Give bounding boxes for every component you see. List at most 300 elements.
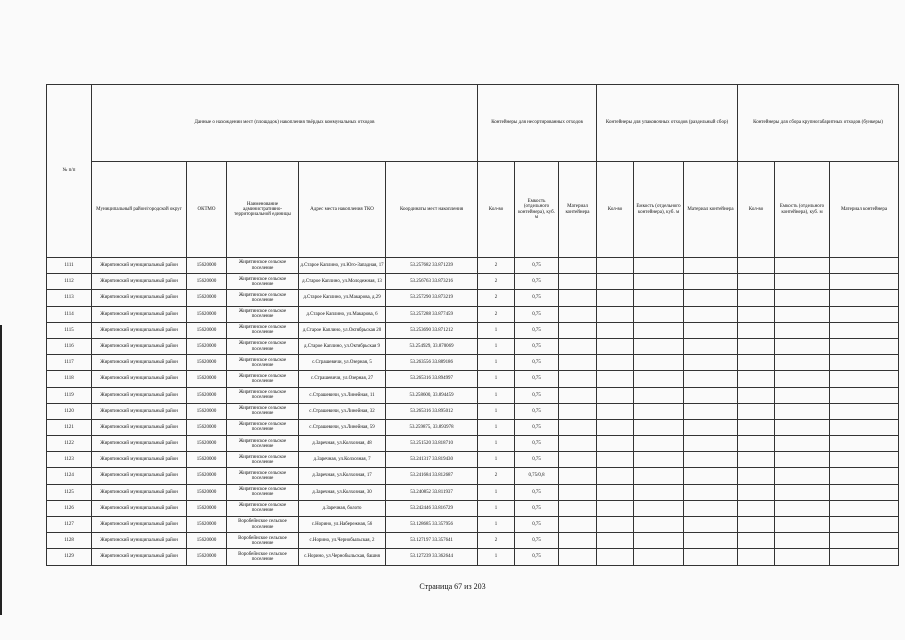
row-district: Жирятинский муниципальный район bbox=[92, 306, 187, 322]
header-volume-1: Емкость (отдельного контейнера), куб. м bbox=[515, 162, 559, 258]
row-bulky-volume bbox=[775, 338, 830, 354]
row-oktmo: 15620000 bbox=[187, 533, 227, 549]
row-number: 1126 bbox=[47, 500, 92, 516]
row-number: 1116 bbox=[47, 338, 92, 354]
row-separate-volume bbox=[634, 306, 684, 322]
row-number: 1127 bbox=[47, 517, 92, 533]
row-address: с.Норино, ул.Набережная, 56 bbox=[299, 517, 386, 533]
row-bulky-volume bbox=[775, 436, 830, 452]
row-separate-material bbox=[684, 500, 738, 516]
row-separate-count bbox=[597, 403, 634, 419]
header-group-bulky: Контейнеры для сбора крупногабаритных отходов (бункеры) bbox=[738, 85, 899, 162]
row-separate-volume bbox=[634, 322, 684, 338]
header-district: Муниципальный район/городской округ bbox=[92, 162, 187, 258]
row-bulky-count bbox=[738, 517, 775, 533]
row-separate-count bbox=[597, 533, 634, 549]
row-bulky-material bbox=[830, 419, 899, 435]
row-separate-volume bbox=[634, 484, 684, 500]
row-bulky-count bbox=[738, 306, 775, 322]
header-group-unsorted: Контейнеры для несортированных отходов bbox=[478, 85, 597, 162]
row-volume: 0,75 bbox=[515, 419, 559, 435]
row-material bbox=[559, 549, 597, 565]
row-number: 1123 bbox=[47, 452, 92, 468]
row-material bbox=[559, 371, 597, 387]
row-bulky-material bbox=[830, 517, 899, 533]
row-separate-volume bbox=[634, 419, 684, 435]
row-material bbox=[559, 500, 597, 516]
row-oktmo: 15620000 bbox=[187, 338, 227, 354]
row-volume: 0,75 bbox=[515, 533, 559, 549]
table-row bbox=[47, 419, 899, 435]
row-bulky-volume bbox=[775, 355, 830, 371]
row-oktmo: 15620000 bbox=[187, 549, 227, 565]
row-volume: 0,75/0,8 bbox=[515, 468, 559, 484]
row-count: 1 bbox=[478, 500, 515, 516]
row-coords: 53.241317 33.819430 bbox=[386, 452, 478, 468]
row-unit: Жирятинское сельское поселение bbox=[227, 500, 299, 516]
row-bulky-volume bbox=[775, 306, 830, 322]
row-bulky-volume bbox=[775, 452, 830, 468]
row-count: 2 bbox=[478, 306, 515, 322]
row-unit: Жирятинское сельское поселение bbox=[227, 258, 299, 274]
row-bulky-volume bbox=[775, 484, 830, 500]
row-bulky-material bbox=[830, 355, 899, 371]
row-coords: 53.127197 33.357641 bbox=[386, 533, 478, 549]
row-district: Жирятинский муниципальный район bbox=[92, 371, 187, 387]
row-address: с.Страшевичи, ул.Линейная, 59 bbox=[299, 419, 386, 435]
row-unit: Воробейнское сельское поселение bbox=[227, 517, 299, 533]
row-bulky-material bbox=[830, 290, 899, 306]
row-material bbox=[559, 306, 597, 322]
row-bulky-volume bbox=[775, 500, 830, 516]
row-bulky-count bbox=[738, 355, 775, 371]
row-bulky-count bbox=[738, 403, 775, 419]
row-separate-material bbox=[684, 549, 738, 565]
row-bulky-volume bbox=[775, 322, 830, 338]
row-oktmo: 15620000 bbox=[187, 436, 227, 452]
row-unit: Жирятинское сельское поселение bbox=[227, 355, 299, 371]
row-material bbox=[559, 533, 597, 549]
row-coords: 53.256763 33.873216 bbox=[386, 274, 478, 290]
row-address: д.Старое Каплино, ул.Молодежная, 13 bbox=[299, 274, 386, 290]
row-oktmo: 15620000 bbox=[187, 403, 227, 419]
row-district: Жирятинский муниципальный район bbox=[92, 274, 187, 290]
row-address: д.Заречная, болото bbox=[299, 500, 386, 516]
row-bulky-material bbox=[830, 549, 899, 565]
row-address: д.Заречная, ул.Колхозная, 17 bbox=[299, 468, 386, 484]
header-oktmo: ОКТМО bbox=[187, 162, 227, 258]
row-district: Жирятинский муниципальный район bbox=[92, 419, 187, 435]
row-coords: 53.265316 33.895012 bbox=[386, 403, 478, 419]
row-bulky-count bbox=[738, 274, 775, 290]
row-address: с.Страшевичи, ул.Линейная, 11 bbox=[299, 387, 386, 403]
row-unit: Жирятинское сельское поселение bbox=[227, 452, 299, 468]
row-unit: Жирятинское сельское поселение bbox=[227, 322, 299, 338]
row-volume: 0,75 bbox=[515, 436, 559, 452]
row-material bbox=[559, 452, 597, 468]
row-coords: 53.240852 33.811937 bbox=[386, 484, 478, 500]
row-coords: 53.257290 33.873219 bbox=[386, 290, 478, 306]
row-volume: 0,75 bbox=[515, 387, 559, 403]
table-row bbox=[47, 258, 899, 274]
header-material-1: Материал контейнера bbox=[559, 162, 597, 258]
table-row bbox=[47, 484, 899, 500]
row-unit: Воробейнское сельское поселение bbox=[227, 549, 299, 565]
row-address: с.Страшевичи, ул.Озерная, 5 bbox=[299, 355, 386, 371]
row-oktmo: 15620000 bbox=[187, 517, 227, 533]
row-separate-count bbox=[597, 338, 634, 354]
row-volume: 0,75 bbox=[515, 484, 559, 500]
row-oktmo: 15620000 bbox=[187, 371, 227, 387]
row-material bbox=[559, 355, 597, 371]
row-material bbox=[559, 517, 597, 533]
row-separate-material bbox=[684, 403, 738, 419]
row-district: Жирятинский муниципальный район bbox=[92, 387, 187, 403]
row-count: 1 bbox=[478, 338, 515, 354]
row-coords: 53.128685 33.357956 bbox=[386, 517, 478, 533]
row-separate-count bbox=[597, 549, 634, 565]
row-district: Жирятинский муниципальный район bbox=[92, 500, 187, 516]
row-address: д.Старое Каплино, ул.Макарова, д.29 bbox=[299, 290, 386, 306]
table-row bbox=[47, 517, 899, 533]
row-separate-volume bbox=[634, 258, 684, 274]
row-volume: 0,75 bbox=[515, 258, 559, 274]
row-separate-material bbox=[684, 290, 738, 306]
row-address: с.Норино, ул.Чернобыльская, башня bbox=[299, 549, 386, 565]
row-coords: 53.242446 33.816729 bbox=[386, 500, 478, 516]
row-address: д.Заречная, ул.Колхозная, 30 bbox=[299, 484, 386, 500]
row-bulky-count bbox=[738, 533, 775, 549]
row-bulky-material bbox=[830, 436, 899, 452]
row-count: 1 bbox=[478, 403, 515, 419]
row-volume: 0,75 bbox=[515, 274, 559, 290]
row-separate-volume bbox=[634, 468, 684, 484]
header-num: № п/п bbox=[47, 85, 92, 258]
row-bulky-material bbox=[830, 468, 899, 484]
row-separate-volume bbox=[634, 355, 684, 371]
row-unit: Жирятинское сельское поселение bbox=[227, 484, 299, 500]
row-oktmo: 15620000 bbox=[187, 355, 227, 371]
row-district: Жирятинский муниципальный район bbox=[92, 549, 187, 565]
row-separate-material bbox=[684, 517, 738, 533]
row-separate-volume bbox=[634, 290, 684, 306]
row-bulky-count bbox=[738, 387, 775, 403]
row-separate-count bbox=[597, 306, 634, 322]
row-address: д.Заречная, ул.Колхозная, 7 bbox=[299, 452, 386, 468]
row-separate-material bbox=[684, 322, 738, 338]
row-bulky-material bbox=[830, 338, 899, 354]
row-bulky-count bbox=[738, 258, 775, 274]
row-separate-material bbox=[684, 306, 738, 322]
row-separate-material bbox=[684, 533, 738, 549]
row-unit: Жирятинское сельское поселение bbox=[227, 468, 299, 484]
row-count: 1 bbox=[478, 419, 515, 435]
row-bulky-volume bbox=[775, 533, 830, 549]
row-coords: 53.263556 33.889186 bbox=[386, 355, 478, 371]
row-number: 1115 bbox=[47, 322, 92, 338]
row-oktmo: 15620000 bbox=[187, 419, 227, 435]
row-bulky-count bbox=[738, 549, 775, 565]
row-number: 1111 bbox=[47, 258, 92, 274]
row-district: Жирятинский муниципальный район bbox=[92, 355, 187, 371]
row-separate-volume bbox=[634, 452, 684, 468]
row-number: 1125 bbox=[47, 484, 92, 500]
row-separate-count bbox=[597, 274, 634, 290]
table-row bbox=[47, 500, 899, 516]
row-separate-material bbox=[684, 484, 738, 500]
row-bulky-material bbox=[830, 403, 899, 419]
row-separate-material bbox=[684, 258, 738, 274]
row-volume: 0,75 bbox=[515, 355, 559, 371]
table-row bbox=[47, 355, 899, 371]
header-count-2: Кол-во bbox=[597, 162, 634, 258]
table-row bbox=[47, 533, 899, 549]
row-coords: 53.254929, 33.870069 bbox=[386, 338, 478, 354]
row-separate-count bbox=[597, 436, 634, 452]
row-bulky-material bbox=[830, 306, 899, 322]
row-bulky-count bbox=[738, 436, 775, 452]
row-number: 1120 bbox=[47, 403, 92, 419]
row-oktmo: 15620000 bbox=[187, 468, 227, 484]
row-separate-volume bbox=[634, 403, 684, 419]
header-coords: Координаты мест накопления bbox=[386, 162, 478, 258]
row-unit: Жирятинское сельское поселение bbox=[227, 387, 299, 403]
row-volume: 0,75 bbox=[515, 452, 559, 468]
row-volume: 0,75 bbox=[515, 500, 559, 516]
row-bulky-count bbox=[738, 371, 775, 387]
row-separate-volume bbox=[634, 436, 684, 452]
row-unit: Жирятинское сельское поселение bbox=[227, 290, 299, 306]
row-count: 1 bbox=[478, 322, 515, 338]
row-separate-volume bbox=[634, 533, 684, 549]
row-district: Жирятинский муниципальный район bbox=[92, 403, 187, 419]
row-unit: Жирятинское сельское поселение bbox=[227, 403, 299, 419]
header-volume-3: Емкость (отдельного контейнера), куб. м bbox=[775, 162, 830, 258]
row-district: Жирятинский муниципальный район bbox=[92, 452, 187, 468]
row-oktmo: 15620000 bbox=[187, 290, 227, 306]
row-volume: 0,75 bbox=[515, 549, 559, 565]
row-oktmo: 15620000 bbox=[187, 322, 227, 338]
row-district: Жирятинский муниципальный район bbox=[92, 468, 187, 484]
row-material bbox=[559, 322, 597, 338]
header-address: Адрес места накопления ТКО bbox=[299, 162, 386, 258]
row-separate-count bbox=[597, 517, 634, 533]
row-material bbox=[559, 258, 597, 274]
row-unit: Жирятинское сельское поселение bbox=[227, 419, 299, 435]
header-material-3: Материал контейнера bbox=[830, 162, 899, 258]
header-count-1: Кол-во bbox=[478, 162, 515, 258]
row-coords: 53.241684 33.812687 bbox=[386, 468, 478, 484]
row-bulky-material bbox=[830, 274, 899, 290]
row-count: 2 bbox=[478, 290, 515, 306]
row-bulky-count bbox=[738, 338, 775, 354]
row-district: Жирятинский муниципальный район bbox=[92, 290, 187, 306]
header-material-2: Материал контейнера bbox=[684, 162, 738, 258]
row-bulky-count bbox=[738, 484, 775, 500]
row-coords: 53.257288 33.877459 bbox=[386, 306, 478, 322]
header-volume-2: Емкость (отдельного контейнера), куб. м bbox=[634, 162, 684, 258]
row-separate-volume bbox=[634, 549, 684, 565]
row-number: 1113 bbox=[47, 290, 92, 306]
row-count: 1 bbox=[478, 355, 515, 371]
row-count: 2 bbox=[478, 258, 515, 274]
row-bulky-material bbox=[830, 387, 899, 403]
row-bulky-volume bbox=[775, 274, 830, 290]
row-material bbox=[559, 468, 597, 484]
row-separate-material bbox=[684, 274, 738, 290]
row-separate-material bbox=[684, 452, 738, 468]
row-material bbox=[559, 403, 597, 419]
row-separate-volume bbox=[634, 387, 684, 403]
row-count: 1 bbox=[478, 436, 515, 452]
row-address: с.Страшевичи, ул.Озерная, 27 bbox=[299, 371, 386, 387]
table-row bbox=[47, 387, 899, 403]
row-address: д.Старое Каплино, ул.Макарова, 6 bbox=[299, 306, 386, 322]
row-coords: 53.253690 33.871212 bbox=[386, 322, 478, 338]
row-bulky-material bbox=[830, 258, 899, 274]
row-bulky-count bbox=[738, 500, 775, 516]
row-oktmo: 15620000 bbox=[187, 500, 227, 516]
row-separate-count bbox=[597, 419, 634, 435]
row-address: д.Старое Каплино, ул.Октябрьская 9 bbox=[299, 338, 386, 354]
row-separate-count bbox=[597, 387, 634, 403]
row-address: д.Старое Каплино, ул.Юго-Западная, 17 bbox=[299, 258, 386, 274]
row-address: с.Норино, ул.Чернобыльская, 2 bbox=[299, 533, 386, 549]
row-address: д.Старое Каплино, ул.Октябрьская 20 bbox=[299, 322, 386, 338]
table-row bbox=[47, 468, 899, 484]
row-separate-count bbox=[597, 452, 634, 468]
row-material bbox=[559, 274, 597, 290]
table-row bbox=[47, 436, 899, 452]
row-count: 2 bbox=[478, 533, 515, 549]
row-district: Жирятинский муниципальный район bbox=[92, 533, 187, 549]
row-number: 1118 bbox=[47, 371, 92, 387]
row-coords: 53.259875, 33.893978 bbox=[386, 419, 478, 435]
header-group-separate: Контейнеры для упаковочных отходов (раздельный сбор) bbox=[597, 85, 738, 162]
row-count: 1 bbox=[478, 387, 515, 403]
row-district: Жирятинский муниципальный район bbox=[92, 517, 187, 533]
row-separate-material bbox=[684, 468, 738, 484]
row-oktmo: 15620000 bbox=[187, 452, 227, 468]
row-number: 1114 bbox=[47, 306, 92, 322]
row-bulky-volume bbox=[775, 517, 830, 533]
row-count: 1 bbox=[478, 484, 515, 500]
row-separate-material bbox=[684, 355, 738, 371]
row-volume: 0,75 bbox=[515, 306, 559, 322]
row-number: 1129 bbox=[47, 549, 92, 565]
row-number: 1122 bbox=[47, 436, 92, 452]
row-separate-count bbox=[597, 290, 634, 306]
row-count: 1 bbox=[478, 517, 515, 533]
row-coords: 53.251520 33.818710 bbox=[386, 436, 478, 452]
row-bulky-volume bbox=[775, 549, 830, 565]
row-coords: 53.265316 33.894997 bbox=[386, 371, 478, 387]
page-edge-line bbox=[0, 325, 2, 615]
row-separate-material bbox=[684, 419, 738, 435]
row-bulky-count bbox=[738, 290, 775, 306]
row-number: 1128 bbox=[47, 533, 92, 549]
table-row bbox=[47, 290, 899, 306]
row-number: 1119 bbox=[47, 387, 92, 403]
row-separate-count bbox=[597, 484, 634, 500]
row-volume: 0,75 bbox=[515, 517, 559, 533]
header-group-location: Данные о нахождении мест (площадок) накопления твёрдых коммунальных отходов bbox=[92, 85, 478, 162]
row-separate-material bbox=[684, 371, 738, 387]
table-row bbox=[47, 322, 899, 338]
row-unit: Воробейнское сельское поселение bbox=[227, 533, 299, 549]
row-bulky-count bbox=[738, 419, 775, 435]
table-row bbox=[47, 549, 899, 565]
header-row-columns bbox=[47, 162, 899, 258]
row-material bbox=[559, 484, 597, 500]
row-separate-volume bbox=[634, 500, 684, 516]
row-district: Жирятинский муниципальный район bbox=[92, 338, 187, 354]
table-row bbox=[47, 338, 899, 354]
header-unit: Наименование административно-территориальной единицы bbox=[227, 162, 299, 258]
row-separate-count bbox=[597, 371, 634, 387]
row-bulky-material bbox=[830, 484, 899, 500]
row-district: Жирятинский муниципальный район bbox=[92, 484, 187, 500]
row-separate-volume bbox=[634, 371, 684, 387]
row-unit: Жирятинское сельское поселение bbox=[227, 306, 299, 322]
row-volume: 0,75 bbox=[515, 322, 559, 338]
row-material bbox=[559, 436, 597, 452]
registry-table bbox=[46, 84, 899, 566]
row-separate-material bbox=[684, 338, 738, 354]
row-unit: Жирятинское сельское поселение bbox=[227, 436, 299, 452]
row-separate-count bbox=[597, 468, 634, 484]
row-oktmo: 15620000 bbox=[187, 274, 227, 290]
row-bulky-material bbox=[830, 452, 899, 468]
row-bulky-volume bbox=[775, 258, 830, 274]
table-row bbox=[47, 403, 899, 419]
row-volume: 0,75 bbox=[515, 290, 559, 306]
row-address: д.Заречная, ул.Колхозная, 48 bbox=[299, 436, 386, 452]
table-row bbox=[47, 306, 899, 322]
row-volume: 0,75 bbox=[515, 371, 559, 387]
row-count: 2 bbox=[478, 274, 515, 290]
row-number: 1121 bbox=[47, 419, 92, 435]
row-bulky-material bbox=[830, 371, 899, 387]
header-row-groups bbox=[47, 85, 899, 162]
row-oktmo: 15620000 bbox=[187, 484, 227, 500]
page-number: Страница 67 из 203 bbox=[419, 582, 486, 591]
row-bulky-volume bbox=[775, 371, 830, 387]
row-bulky-volume bbox=[775, 468, 830, 484]
row-separate-volume bbox=[634, 274, 684, 290]
row-separate-volume bbox=[634, 338, 684, 354]
row-material bbox=[559, 290, 597, 306]
row-separate-count bbox=[597, 322, 634, 338]
row-separate-count bbox=[597, 258, 634, 274]
table-row bbox=[47, 371, 899, 387]
row-bulky-volume bbox=[775, 419, 830, 435]
row-bulky-count bbox=[738, 468, 775, 484]
row-district: Жирятинский муниципальный район bbox=[92, 436, 187, 452]
row-district: Жирятинский муниципальный район bbox=[92, 322, 187, 338]
row-separate-count bbox=[597, 500, 634, 516]
row-count: 1 bbox=[478, 549, 515, 565]
row-district: Жирятинский муниципальный район bbox=[92, 258, 187, 274]
table-row bbox=[47, 452, 899, 468]
row-bulky-count bbox=[738, 322, 775, 338]
row-count: 1 bbox=[478, 452, 515, 468]
row-count: 2 bbox=[478, 468, 515, 484]
row-bulky-material bbox=[830, 500, 899, 516]
row-bulky-volume bbox=[775, 290, 830, 306]
row-bulky-material bbox=[830, 322, 899, 338]
row-bulky-volume bbox=[775, 387, 830, 403]
